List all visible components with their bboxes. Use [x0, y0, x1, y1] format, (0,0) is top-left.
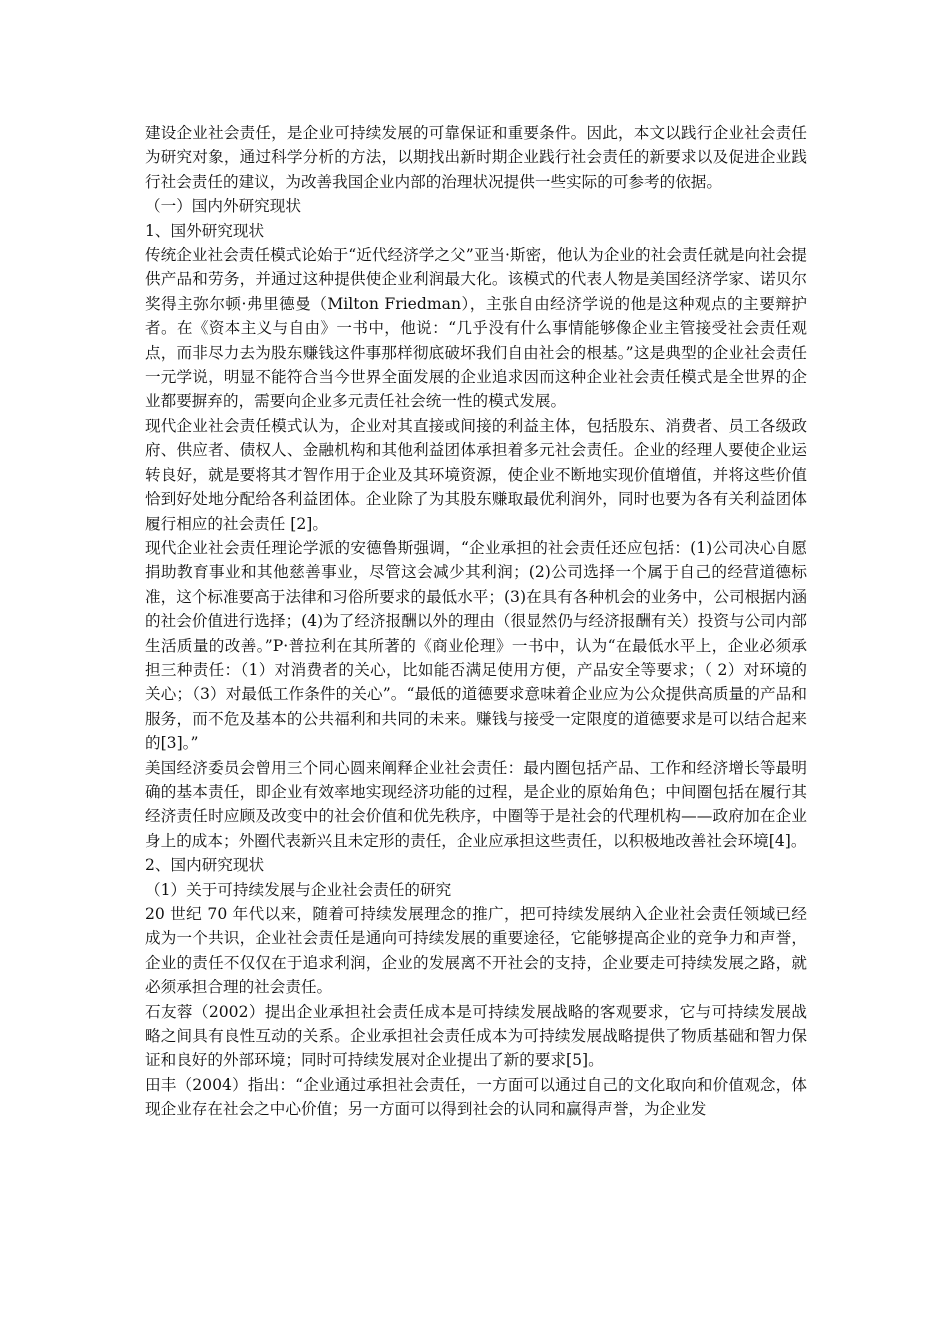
paragraph-intro: 建设企业社会责任，是企业可持续发展的可靠保证和重要条件。因此，本文以践行企业社会责任为研究对象，通过科学分析的方法，以期找出新时期企业践行社会责任的新要求以及促进企业践行社会责任的建议，为改善我国企业内部的治理状况提供一些实际的可参考的依据。	[145, 124, 807, 191]
paragraph-traditional-model: 传统企业社会责任模式论始于“近代经济学之父”亚当·斯密，他认为企业的社会责任就是向社会提供产品和劳务，并通过这种提供使企业利润最大化。该模式的代表人物是美国经济学家、诺贝尔奖得主弥尔顿·弗里德曼（Milton Friedman），主张自由经济学说的他是这种观点的主要辩护者。在《资本主义与自由》一书中，他说：“几乎没有什么事情能够像企业主管接受社会责任观点，而非尽力去为股东赚钱这件事那样彻底破坏我们自由社会的根基。”这是典型的企业社会责任一元学说，明显不能符合当今世界全面发展的企业追求因而这种企业社会责任模式是全世界的企业都要摒弃的，需要向企业多元责任社会统一性的模式发展。	[145, 246, 807, 411]
paragraph-tian-feng: 田丰（2004）指出：“企业通过承担社会责任，一方面可以通过自己的文化取向和价值观念，体现企业存在社会之中心价值；另一方面可以得到社会的认同和赢得声誉，为企业发	[145, 1075, 807, 1119]
paragraph-concentric-circles: 美国经济委员会曾用三个同心圆来阐释企业社会责任：最内圈包括产品、工作和经济增长等最明确的基本责任，即企业有效率地实现经济功能的过程，是企业的原始角色；中间圈包括在履行其经济责任时应顾及改变中的社会价值和优先秩序，中圈等于是社会的代理机构——政府加在企业身上的成本；外圈代表新兴且未定形的责任，企业应承担这些责任，以积极地改善社会环境[4]。	[145, 758, 807, 850]
subsection-heading-sustainable: （1）关于可持续发展与企业社会责任的研究	[145, 880, 452, 899]
section-heading-research-status: （一）国内外研究现状	[145, 197, 301, 216]
paragraph-shi-yourong: 石友蓉（2002）提出企业承担社会责任成本是可持续发展战略的客观要求，它与可持续发展战略之间具有良性互动的关系。企业承担社会责任成本为可持续发展战略提供了物质基础和智力保证和良好的外部环境；同时可持续发展对企业提出了新的要求[5]。	[145, 1002, 807, 1070]
document-body	[145, 121, 807, 1122]
paragraph-andrews: 现代企业社会责任理论学派的安德鲁斯强调，“企业承担的社会责任还应包括：(1)公司决心自愿捐助教育事业和其他慈善事业，尽管这会减少其利润；(2)公司选择一个属于自己的经营道德标准，这个标准要高于法律和习俗所要求的最低水平；(3)在具有各种机会的业务中，公司根据内涵的社会价值进行选择；(4)为了经济报酬以外的理由（很显然仍与经济报酬有关）投资与公司内部生活质量的改善。”P·普拉利在其所著的《商业伦理》一书中，认为“在最低水平上，企业必须承担三种责任：（1）对消费者的关心，比如能否满足使用方便，产品安全等要求；（ 2）对环境的关心；（3）对最低工作条件的关心”。“最低的道德要求意味着企业应为公众提供高质量的产品和服务，而不危及基本的公共福利和共同的未来。赚钱与接受一定限度的道德要求是可以结合起来的[3]。”	[145, 538, 807, 753]
subsection-heading-foreign: 1、国外研究现状	[145, 221, 265, 240]
paragraph-modern-model: 现代企业社会责任模式认为，企业对其直接或间接的利益主体，包括股东、消费者、员工各级政府、供应者、债权人、金融机构和其他利益团体承担着多元社会责任。企业的经理人要使企业运转良好，就是要将其才智作用于企业及其环境资源，使企业不断地实现价值增值，并将这些价值恰到好处地分配给各利益团体。企业除了为其股东赚取最优利润外，同时也要为各有关利益团体履行相应的社会责任 [2]。	[145, 416, 807, 533]
paragraph-1970s: 20 世纪 70 年代以来，随着可持续发展理念的推广，把可持续发展纳入企业社会责任领域已经成为一个共识，企业社会责任是通向可持续发展的重要途径，它能够提高企业的竞争力和声誉，企业的责任不仅仅在于追求利润，企业的发展离不开社会的支持，企业要走可持续发展之路，就必须承担合理的社会责任。	[145, 905, 807, 997]
subsection-heading-domestic: 2、国内研究现状	[145, 856, 265, 875]
